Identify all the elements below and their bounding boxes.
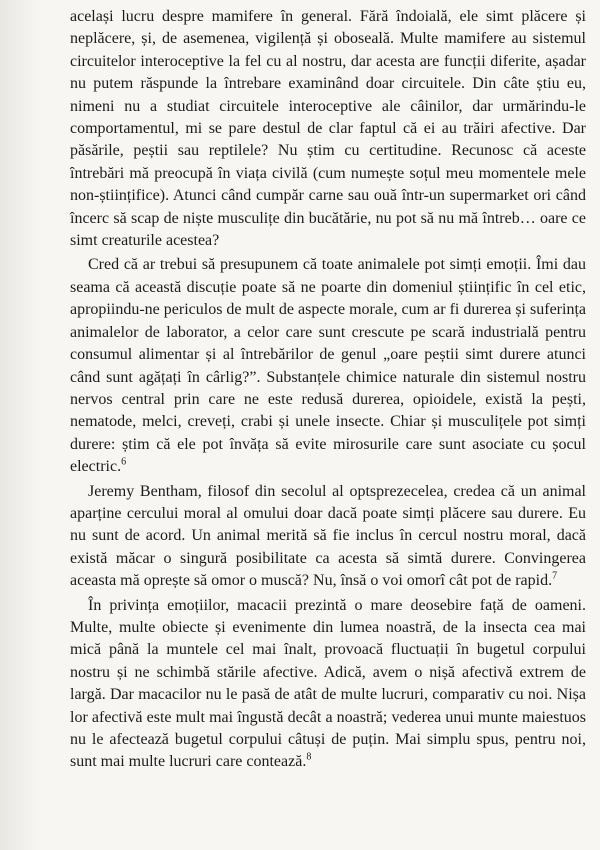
- paragraph-2: [70, 254, 586, 478]
- page-gutter-shadow: [0, 0, 40, 850]
- paragraph-1: [70, 6, 586, 252]
- footnote-marker-7: 7: [552, 570, 558, 582]
- paragraph-3-text: Jeremy Bentham, filosof din secolul al optsprezecelea, credea că un animal aparține cercului moral al omului doar dacă poate simți plăcere sau durere. Eu nu sunt de acord. Un animal merită să fie inclus în cercul nostru moral, dacă există măcar o singură posibilitate ca acesta să simtă durere. Convingerea aceasta mă oprește să omor o muscă? Nu, însă o voi omorî cât pot de rapid.: [70, 482, 586, 590]
- paragraph-4: [70, 595, 586, 774]
- paragraph-4-text: În privința emoțiilor, macacii prezintă o mare deosebire față de oameni. Multe, multe obiecte și evenimente din lumea noastră, de la insecta cea mai mică până la muntele cel mai înalt, provoacă fluctuații în bugetul corpului nostru și ne schimbă stările afective. Adică, avem o nișă afectivă extrem de largă. Dar macacilor nu le pasă de atât de multe lucruri, comparativ cu noi. Nișa lor afectivă este mult mai îngustă decât a noastră; vederea unui munte maiestuos nu le afectează bugetul corpului câtuși de puțin. Mai simplu spus, pentru noi, sunt mai multe lucruri care contează.: [70, 596, 586, 771]
- paragraph-1-text: același lucru despre mamifere în general. Fără îndoială, ele simt plăcere și neplăcere, și, de asemenea, vigilență și oboseală. Multe mamifere au sistemul circuitelor interoceptive la fel cu al nostru, dar acesta are funcții diferite, așadar nu putem răspunde la întrebare examinând doar circuitele. Din câte știu eu, nimeni nu a studiat circuitele interoceptive ale câinilor, dar urmărindu-le comportamentul, mi se pare destul de clar faptul că ei au trăiri afective. Dar păsările, peștii sau reptilele? Nu știm cu certitudine. Recunosc că aceste întrebări mă preocupă în viața civilă (cum numește soțul meu momentele mele non-științifice). Atunci când cumpăr carne sau ouă într-un supermarket ori când încerc să scap de niște musculițe din bucătărie, nu pot să nu mă întreb… oare ce simt creaturile acestea?: [70, 8, 586, 250]
- footnote-marker-8: 8: [306, 752, 312, 764]
- paragraph-2-text: Cred că ar trebui să presupunem că toate animalele pot simți emoții. Îmi dau seama că această discuție poate să ne poarte din domeniul științific în cel etic, apropiindu-ne periculos de mult de aspecte morale, cum ar fi durerea și suferința animalelor de laborator, a celor care sunt crescute pe scară industrială pentru consumul alimentar și al întrebărilor de genul „oare peștii simt durere atunci când sunt agățați în cârlig?”. Substanțele chimice naturale din sistemul nostru nervos central prin care ne este redusă durerea, opioidele, există la pești, nematode, melci, creveți, crabi și unele insecte. Chiar și musculițele pot simți durere: știm că ele pot învăța să evite mirosurile care sunt asociate cu șocul electric.: [70, 256, 586, 476]
- paragraph-3: [70, 481, 586, 593]
- footnote-marker-6: 6: [121, 456, 127, 468]
